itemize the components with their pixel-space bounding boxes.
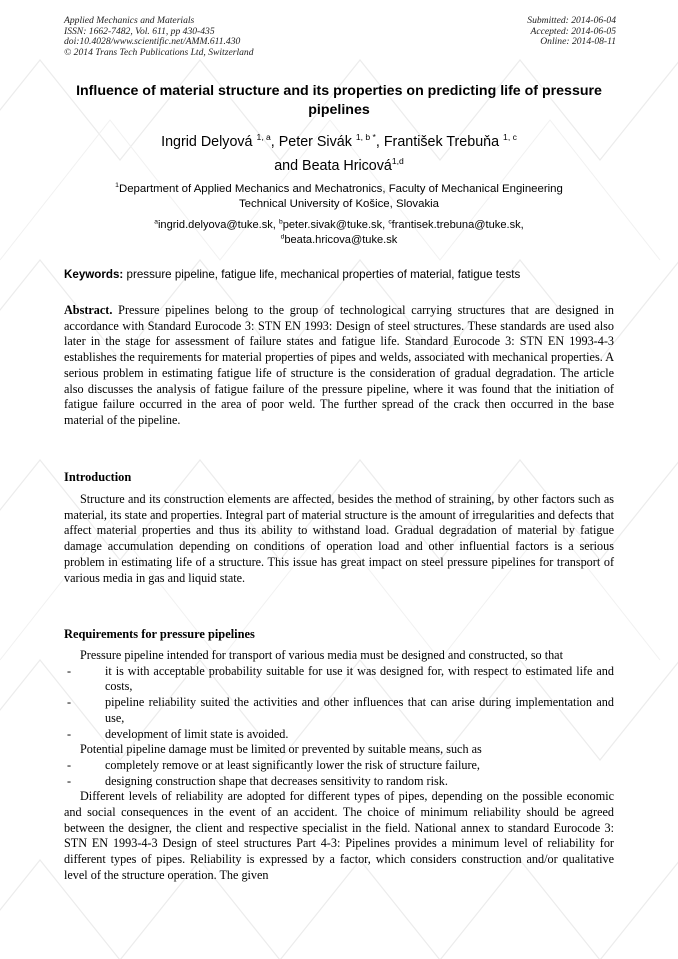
author-separator: ,: [270, 134, 279, 150]
list-item-text: it is with acceptable probability suitable for use it was designed for, with respect to estimated life and costs,: [105, 663, 614, 694]
author-name: František Trebuňa: [383, 134, 500, 150]
author-line-2: [60, 154, 618, 178]
author-affil-mark: 1,d: [391, 156, 404, 167]
author-affil-mark: 1, b *: [355, 132, 376, 143]
author-affil-mark: 1, c: [503, 132, 517, 143]
bullet-dash: -: [67, 663, 72, 678]
email-link[interactable]: peter.sivak@tuke.sk,: [282, 219, 386, 231]
list-item: [64, 664, 614, 695]
keywords: [64, 267, 620, 282]
requirements-body: [64, 648, 614, 884]
abstract: [64, 303, 614, 429]
email-link[interactable]: ingrid.delyova@tuke.sk,: [157, 219, 276, 231]
journal-copyright: © 2014 Trans Tech Publications Ltd, Switzerland: [64, 46, 254, 58]
email-link[interactable]: frantisek.trebuna@tuke.sk,: [391, 219, 524, 231]
email-mark: a: [154, 218, 158, 226]
email-list: [60, 218, 618, 247]
paragraph: Pressure pipeline intended for transport of various media must be designed and constructed, so that: [80, 648, 563, 662]
list-item-text: designing construction shape that decreases sensitivity to random risk.: [105, 773, 448, 788]
author-name: Peter Sivák: [278, 134, 352, 150]
affiliation-department: Department of Applied Mechanics and Mechatronics, Faculty of Mechanical Engineering: [118, 183, 563, 195]
affiliation: [60, 182, 618, 212]
author-affil-mark: 1, a: [256, 132, 271, 143]
publication-dates: [527, 16, 616, 48]
affiliation-mark: 1: [115, 182, 119, 190]
author-conjunction: and: [274, 158, 299, 174]
list-item: [64, 727, 614, 743]
list-item-text: development of limit state is avoided.: [105, 726, 289, 741]
bullet-dash: -: [67, 773, 72, 788]
paragraph: Potential pipeline damage must be limited or prevented by suitable means, such as: [80, 742, 482, 757]
bullet-dash: -: [67, 757, 72, 772]
email-mark: b: [278, 218, 283, 226]
list-item: [64, 758, 614, 774]
list-item: [64, 695, 614, 726]
abstract-label: Abstract.: [64, 303, 113, 317]
author-list: [60, 130, 618, 178]
author-name: Ingrid Delyová: [161, 134, 253, 150]
accepted-date: Accepted: 2014-06-05: [530, 25, 616, 37]
author-name: Beata Hricová: [302, 158, 392, 174]
paper-title: Influence of material structure and its properties on predicting life of pressure pipelines: [76, 83, 602, 118]
paragraph: Structure and its construction elements are affected, besides the method of straining, by other factors such as material, its state and properties. Integral part of material structure is the amount of irregularities and defects that affect material properties and thus its ability to withstand load. Gradual degradation of material by fatigue damage accumulation depending on conditions of operation load and other influential factors is a serious problem in estimating life of a structure. This issue has great impact on steel pressure pipelines for transport of various media in gas and liquid state.: [64, 492, 614, 585]
list-item-text: completely remove or at least significantly lower the risk of structure failure,: [105, 757, 480, 772]
journal-info: [64, 16, 254, 58]
bullet-dash: -: [67, 695, 72, 710]
introduction-body: [64, 492, 614, 586]
abstract-text: Pressure pipelines belong to the group of technological carrying structures that are designed in accordance with Standard Eurocode 3: STN EN 1993: Design of steel structures. These standards are used also later in the stage for assessment of failure states and fatigue life. Standard Eurocode 3: STN EN 1993-4-3 establishes the requirements for material properties of pipes and welds, associated with mechanical properties. A serious problem in estimating fatigue life of structure is the consideration of gradual degradation. The article also discusses the analysis of fatigue failure of the pressure pipeline, where it was found that the initiation of fatigue failure occurred in the area of poor weld. The further spread of the crack then occurred in the base material of the pipeline.: [64, 303, 615, 427]
affiliation-line-1: [60, 182, 618, 197]
journal-issn: ISSN: 1662-7482, Vol. 611, pp 430-435: [64, 25, 215, 37]
email-line-2: [60, 233, 618, 248]
list-item: [64, 774, 614, 790]
email-mark: c: [388, 218, 392, 226]
journal-name: Applied Mechanics and Materials: [64, 15, 195, 26]
bullet-dash: -: [67, 726, 72, 741]
section-heading-requirements: Requirements for pressure pipelines: [64, 627, 255, 641]
journal-doi: doi:10.4028/www.scientific.net/AMM.611.430: [64, 36, 241, 48]
paragraph: Different levels of reliability are adopted for different types of pipes, depending on the possible economic and social consequences in the event of an accident. The choice of minimum reliability should be agreed between the designer, the client and respective specialist in the field. National annex to standard Eurocode 3: STN EN 1993-4-3 Design of steel structures Part 4-3: Pipelines provides a minimum level of reliability for different types of pipes. Reliability is expressed by a factor, which considers construction and/or qualitative level of the structure operation. The given: [64, 789, 614, 882]
keywords-text: pressure pipeline, fatigue life, mechanical properties of material, fatigue tests: [126, 268, 521, 281]
author-separator: ,: [375, 134, 384, 150]
affiliation-line-2: Technical University of Košice, Slovakia: [238, 198, 440, 210]
submitted-date: Submitted: 2014-06-04: [527, 15, 616, 26]
online-date: Online: 2014-08-11: [540, 36, 616, 48]
section-heading-introduction: Introduction: [64, 470, 132, 484]
email-line-1: [60, 218, 618, 233]
list-item-text: pipeline reliability suited the activities and other influences that can arise during implementation and use,: [105, 695, 614, 725]
email-link[interactable]: beata.hricova@tuke.sk: [284, 233, 398, 246]
keywords-label: Keywords:: [64, 268, 124, 281]
author-line-1: [60, 130, 618, 154]
email-mark: d: [280, 232, 285, 240]
